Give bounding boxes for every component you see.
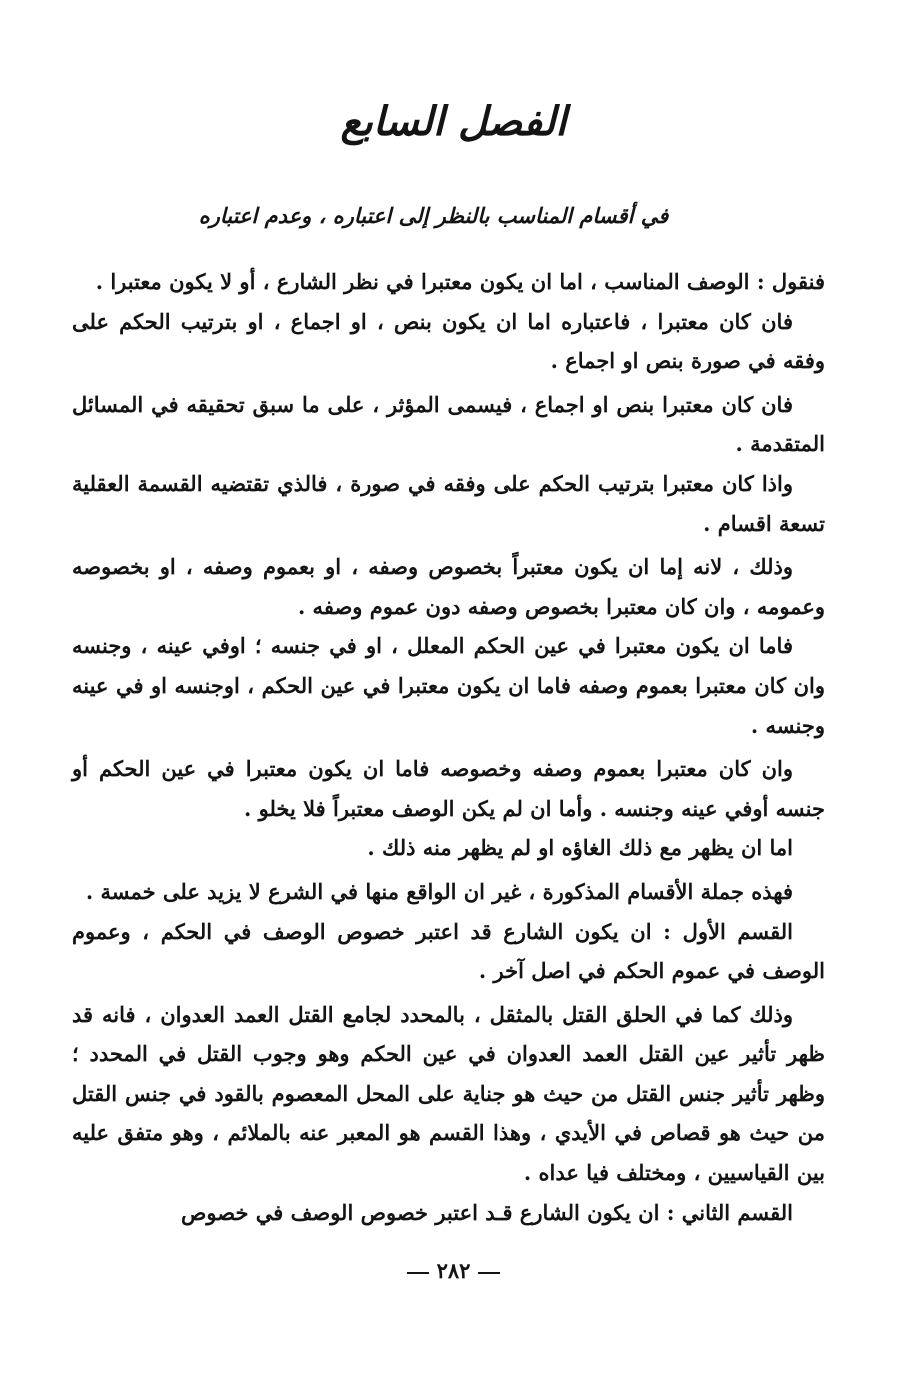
dash-right (478, 1272, 500, 1274)
paragraph: وان كان معتبرا بعموم وصفه وخصوصه فاما ان يكون معتبرا في عين الحكم أو جنسه أوفي عينه وجنسه . وأما ان لم يكن الوصف معتبراً فلا يخلو . (72, 756, 825, 821)
paragraph: اما ان يظهر مع ذلك الغاؤه او لم يظهر منه ذلك . (367, 835, 793, 861)
paragraph: وذلك ، لانه إما ان يكون معتبراً بخصوص وصفه ، او بعموم وصفه ، او بخصوصه وعمومه ، وان كان معتبرا بخصوص وصفه دون عموم وصفه . (72, 554, 825, 619)
paragraph: واذا كان معتبرا بترتيب الحكم على وفقه في صورة ، فالذي تقتضيه القسمة العقلية تسعة اقسام . (72, 470, 825, 536)
paragraph: فاما ان يكون معتبرا في عين الحكم المعلل ، او في جنسه ؛ اوفي عينه ، وجنسه وان كان معتبرا بعموم وصفه فاما ان يكون معتبرا في عين الحكم ، اوجنسه او في عينه وجنسه . (72, 633, 825, 738)
paragraph: القسم الثاني : ان يكون الشارع قـد اعتبر خصوص الوصف في خصوص (181, 1199, 793, 1225)
page-number (0, 1258, 907, 1283)
page-number-value: ٢٨٢ (436, 1258, 471, 1283)
dash-left (407, 1272, 429, 1274)
paragraph: القسم الأول : ان يكون الشارع قد اعتبر خصوص الوصف في الحكم ، وعموم الوصف في عموم الحكم في اصل آخر . (72, 918, 825, 984)
chapter-title: الفصل السابع (340, 98, 567, 145)
chapter-subtitle: في أقسام المناسب بالنظر إلى اعتباره ، وعدم اعتباره (198, 203, 669, 228)
paragraph: فان كان معتبرا ، فاعتباره اما ان يكون بنص ، او اجماع ، او بترتيب الحكم على وفقه في صورة بنص او اجماع . (72, 308, 825, 374)
paragraph: وذلك كما في الحلق القتل بالمثقل ، بالمحدد لجامع القتل العمد العدوان ، فانه قد ظهر تأثير عين القتل العمد العدوان في عين الحكم وهو وجوب القتل في المحدد ؛ وظهر تأثير جنس القتل من حيث هو جناية على المحل المعصوم بالقود في جنس القتل من حيث هو قصاص في الأيدي ، وهذا القسم هو المعبر عنه بالملائم ، وهو متفق عليه بين القياسيين ، ومختلف فيا عداه . (72, 1001, 825, 1186)
body-text (72, 262, 825, 1232)
paragraph: فنقول : الوصف المناسب ، اما ان يكون معتبرا في نظر الشارع ، أو لا يكون معتبرا . (95, 269, 825, 294)
paragraph: فان كان معتبرا بنص او اجماع ، فيسمى المؤثر ، على ما سبق تحقيقه في المسائل المتقدمة . (72, 391, 825, 457)
paragraph: فهذه جملة الأقسام المذكورة ، غير ان الواقع منها في الشرع لا يزيد على خمسة . (85, 878, 793, 904)
